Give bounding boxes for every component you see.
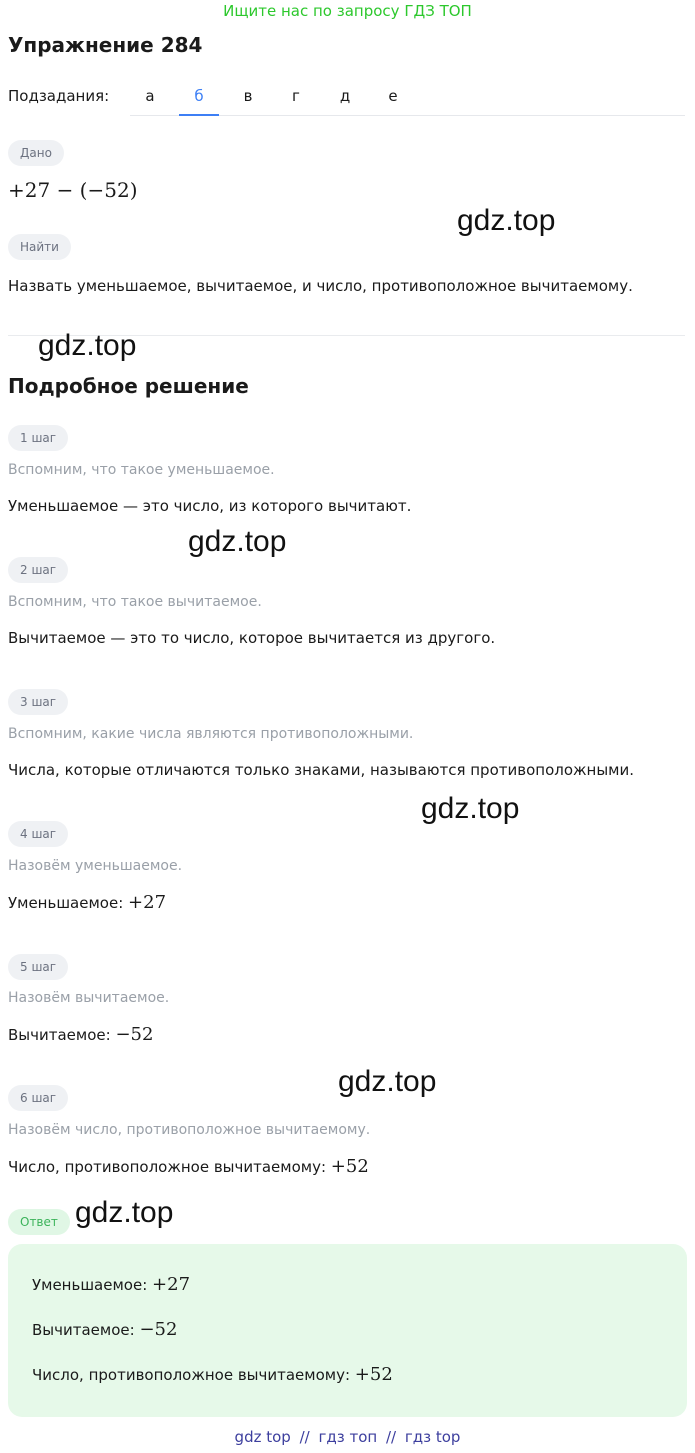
step-3-hint: Вспомним, какие числа являются противоположными. [8, 726, 414, 742]
step-2-hint: Вспомним, что такое вычитаемое. [8, 594, 262, 610]
step-6-math: +52 [330, 1156, 369, 1177]
answer-line-1 [32, 1274, 190, 1295]
step-2-text: Вычитаемое — это то число, которое вычитается из другого. [8, 629, 496, 647]
step-5-label: Вычитаемое: [8, 1026, 116, 1044]
footer-link-gdz-top-mixed[interactable]: гдз top [404, 1428, 461, 1446]
tab-a[interactable]: а [145, 87, 155, 105]
step-5-math: −52 [115, 1024, 154, 1045]
subtask-tabs [130, 78, 685, 116]
answer-2-label: Вычитаемое: [32, 1321, 140, 1339]
given-pill: Дано [8, 140, 64, 166]
given-expression: +27 − (−52) [8, 178, 138, 202]
watermark: gdz.top [457, 204, 556, 237]
answer-2-math: −52 [139, 1319, 178, 1340]
step-1-hint: Вспомним, что такое уменьшаемое. [8, 462, 275, 478]
step-5-pill: 5 шаг [8, 954, 68, 980]
tab-b[interactable]: б [179, 78, 219, 116]
step-6-text [8, 1156, 369, 1177]
step-5-hint: Назовём вычитаемое. [8, 990, 170, 1006]
step-1-text: Уменьшаемое — это число, из которого вычитают. [8, 497, 412, 515]
tab-g[interactable]: г [292, 87, 300, 105]
answer-3-label: Число, противоположное вычитаемому: [32, 1366, 355, 1384]
subtasks-label: Подзадания: [8, 87, 110, 105]
step-4-hint: Назовём уменьшаемое. [8, 858, 183, 874]
solution-title: Подробное решение [8, 374, 249, 398]
footer-link-gdz-top-ru[interactable]: гдз топ [318, 1428, 378, 1446]
find-text: Назвать уменьшаемое, вычитаемое, и число, противоположное вычитаемому. [8, 277, 633, 295]
answer-1-label: Уменьшаемое: [32, 1276, 153, 1294]
answer-1-math: +27 [152, 1274, 191, 1295]
find-pill: Найти [8, 234, 71, 260]
step-6-hint: Назовём число, противоположное вычитаемому. [8, 1122, 371, 1138]
step-4-pill: 4 шаг [8, 821, 68, 847]
footer-links [0, 1428, 695, 1446]
step-4-label: Уменьшаемое: [8, 894, 129, 912]
step-3-text: Числа, которые отличаются только знаками, называются противоположными. [8, 761, 635, 779]
page-title: Упражнение 284 [8, 33, 203, 57]
watermark: gdz.top [338, 1065, 437, 1098]
footer-link-gdz-top[interactable]: gdz top [234, 1428, 291, 1446]
tab-v[interactable]: в [243, 87, 253, 105]
step-4-math: +27 [128, 892, 167, 913]
watermark: gdz.top [38, 329, 137, 362]
footer-separator: // [299, 1428, 310, 1446]
step-6-label: Число, противоположное вычитаемому: [8, 1158, 331, 1176]
search-banner[interactable]: Ищите нас по запросу ГДЗ ТОП [223, 2, 472, 20]
watermark: gdz.top [75, 1196, 174, 1229]
step-6-pill: 6 шаг [8, 1085, 68, 1111]
step-3-pill: 3 шаг [8, 689, 68, 715]
step-5-text [8, 1024, 153, 1045]
watermark: gdz.top [421, 792, 520, 825]
answer-box [8, 1244, 687, 1417]
answer-line-2 [32, 1319, 177, 1340]
step-2-pill: 2 шаг [8, 557, 68, 583]
step-1-pill: 1 шаг [8, 425, 68, 451]
answer-line-3 [32, 1364, 393, 1385]
watermark: gdz.top [188, 525, 287, 558]
step-4-text [8, 892, 166, 913]
tab-e[interactable]: е [388, 87, 398, 105]
answer-pill: Ответ [8, 1209, 70, 1235]
answer-3-math: +52 [354, 1364, 393, 1385]
tab-d[interactable]: д [339, 87, 351, 105]
footer-separator: // [385, 1428, 397, 1446]
